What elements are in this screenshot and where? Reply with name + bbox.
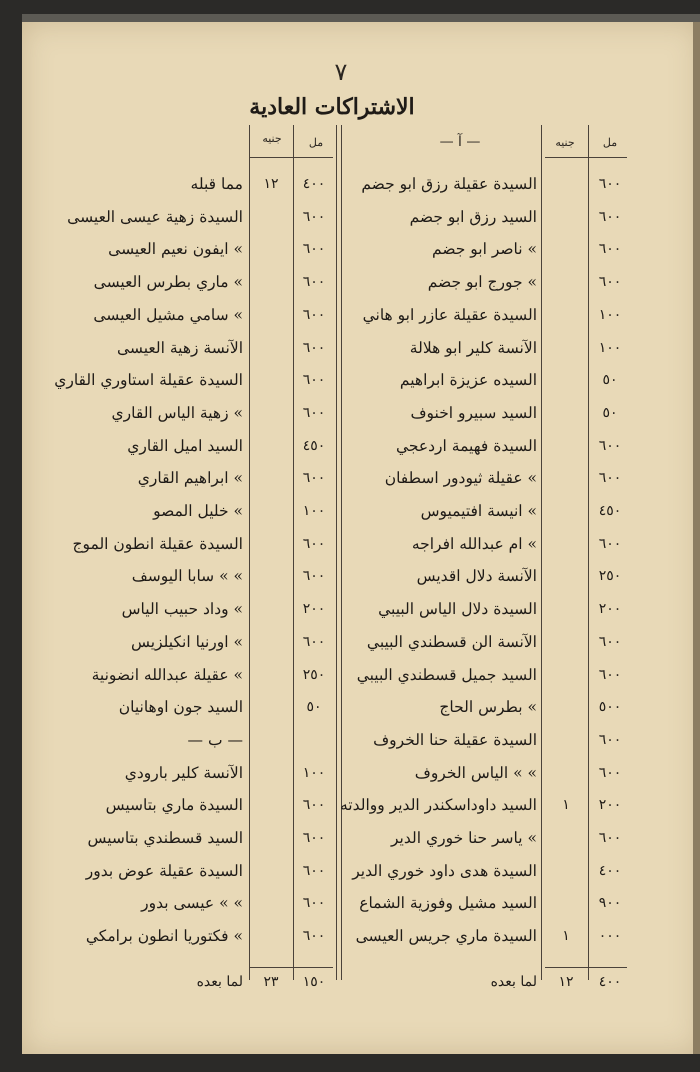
left-entry-mil: ١٠٠ bbox=[302, 764, 326, 781]
left-entry-mil: ٤٠٠ bbox=[302, 176, 326, 192]
left-entry-pound bbox=[251, 236, 291, 262]
left-entry-mil: ٦٠٠ bbox=[302, 470, 326, 487]
left-entry-mil: ٦٠٠ bbox=[302, 404, 326, 421]
right-entry-pound bbox=[546, 433, 586, 459]
left-entry-pound: ١٢ bbox=[263, 176, 279, 192]
left-entry-name: السيدة ماري بتاسيس bbox=[105, 796, 243, 815]
right-entry-mil: ٦٠٠ bbox=[598, 241, 622, 258]
left-entry-mil: ٦٠٠ bbox=[302, 208, 326, 225]
right-entry-pound bbox=[546, 825, 586, 851]
left-entry-pound bbox=[251, 694, 291, 720]
left-pound-mil-divider bbox=[249, 125, 250, 980]
right-entry-mil: ٦٠٠ bbox=[598, 633, 622, 650]
right-entry-pound bbox=[546, 498, 586, 524]
left-entry-name: » عقيلة عبدالله انضونية bbox=[91, 665, 243, 684]
right-entry-pound bbox=[546, 204, 586, 230]
left-entry-pound bbox=[251, 629, 291, 655]
right-entry-name: السيد رزق ابو جضم bbox=[409, 207, 537, 226]
left-entry-name: » اورنيا انكيلزيس bbox=[131, 632, 243, 651]
right-entry-name: » انيسة افتيميوس bbox=[420, 502, 537, 520]
right-entry-pound bbox=[546, 367, 586, 393]
left-entry-mil: ٦٠٠ bbox=[302, 274, 326, 291]
left-entry-mil: ٤٥٠ bbox=[302, 437, 326, 454]
left-entry-mil: ٦٠٠ bbox=[302, 568, 326, 585]
right-entry-name: السيده عزيزة ابراهيم bbox=[399, 371, 537, 390]
right-entry-mil: ٤٥٠ bbox=[598, 503, 622, 519]
right-header-rule bbox=[545, 157, 627, 158]
left-total-rule bbox=[249, 967, 333, 968]
left-entry-name: » وداد حبيب الياس bbox=[121, 600, 243, 619]
right-entry-mil: ٥٠ bbox=[602, 404, 618, 421]
right-entry-mil: ٢٠٠ bbox=[598, 601, 622, 618]
left-entry-mil: ٦٠٠ bbox=[302, 928, 326, 945]
left-entry-pound bbox=[251, 760, 291, 786]
left-entry-name: » » عيسى بدور bbox=[141, 894, 243, 913]
page-title: الاشتراكات العادية bbox=[249, 94, 415, 120]
left-entry-mil: ٦٠٠ bbox=[302, 339, 326, 356]
left-entry-name: الآنسة زهية العيسى bbox=[116, 338, 243, 357]
left-entry-mil: ٦٠٠ bbox=[302, 306, 326, 323]
left-entry-mil: ٢٥٠ bbox=[302, 666, 326, 683]
left-entry-mil: ٥٠ bbox=[306, 699, 322, 716]
left-entry-mil: ٦٠٠ bbox=[302, 862, 326, 879]
right-entry-name: » ام عبدالله افراجه bbox=[411, 534, 537, 553]
right-entry-mil: ٩٠٠ bbox=[598, 895, 622, 912]
right-entry-name: الآنسة الن قسطندي البيبي bbox=[366, 632, 537, 651]
right-footer-mil: ٤٠٠ bbox=[598, 974, 622, 990]
section-heading-alif: — آ — bbox=[439, 134, 481, 150]
left-entry-name: — ب — bbox=[187, 730, 243, 749]
left-entry-name: » سامي مشيل العيسى bbox=[93, 305, 243, 324]
left-entry-pound bbox=[251, 792, 291, 818]
left-entry-name: » » سابا اليوسف bbox=[131, 567, 243, 586]
right-pound-header: جنيه bbox=[555, 136, 575, 149]
right-entry-name: » ياسر حنا خوري الدير bbox=[391, 829, 537, 847]
right-column-border bbox=[541, 125, 542, 980]
right-entry-name: » عقيلة ثيودور اسطفان bbox=[384, 469, 537, 488]
right-entry-name: السيدة ماري جريس العيسى bbox=[355, 927, 537, 946]
left-entry-pound bbox=[251, 727, 291, 753]
left-entry-name: السيد اميل القاري bbox=[127, 436, 243, 455]
right-entry-name: » » الياس الخروف bbox=[414, 763, 537, 782]
right-entry-mil: ١٠٠ bbox=[598, 339, 622, 356]
left-entry-pound bbox=[251, 662, 291, 688]
right-entry-pound bbox=[546, 465, 586, 491]
right-entry-name: الآنسة كلير ابو هلالة bbox=[409, 338, 537, 357]
left-entry-mil: ٦٠٠ bbox=[302, 895, 326, 912]
right-entry-pound bbox=[546, 760, 586, 786]
left-entry-mil: ٦٠٠ bbox=[302, 797, 326, 814]
left-footer-pound: ٢٣ bbox=[263, 974, 279, 990]
right-entry-pound bbox=[546, 302, 586, 328]
left-entry-pound bbox=[251, 923, 291, 949]
right-entry-mil: ٦٠٠ bbox=[598, 274, 622, 291]
right-entry-pound bbox=[546, 236, 586, 262]
right-entry-name: » جورج ابو جضم bbox=[427, 273, 537, 292]
left-entry-mil: ٦٠٠ bbox=[302, 830, 326, 846]
right-entry-pound: ١ bbox=[562, 928, 570, 945]
right-entry-pound bbox=[546, 531, 586, 557]
left-entry-name: » ابراهيم القاري bbox=[137, 469, 243, 488]
left-entry-pound bbox=[251, 498, 291, 524]
left-entry-name: السيدة زهية عيسى العيسى bbox=[67, 207, 243, 226]
left-entry-mil bbox=[293, 727, 335, 753]
right-entry-mil: ٤٠٠ bbox=[598, 862, 622, 879]
right-entry-mil: ٦٠٠ bbox=[598, 830, 622, 846]
right-entry-mil: ١٠٠ bbox=[598, 306, 622, 323]
left-entry-name: » خليل المصو bbox=[153, 502, 243, 520]
right-entry-mil: ٦٠٠ bbox=[598, 666, 622, 683]
right-entry-name: السيد داوداسكندر الدير ووالدته bbox=[340, 796, 537, 815]
right-entry-pound bbox=[546, 629, 586, 655]
left-entry-name: » زهية الياس القاري bbox=[111, 403, 243, 422]
right-footer-pound: ١٢ bbox=[558, 974, 574, 990]
right-total-rule bbox=[545, 967, 627, 968]
right-entry-name: الآنسة دلال اقديس bbox=[416, 567, 537, 586]
right-entry-name: » ناصر ابو جضم bbox=[432, 240, 537, 259]
right-entry-pound bbox=[546, 694, 586, 720]
left-entry-name: السيد جون اوهانيان bbox=[118, 698, 243, 717]
left-header-rule bbox=[249, 157, 333, 158]
left-entry-name: السيد قسطندي بتاسيس bbox=[87, 829, 243, 847]
left-entry-name: السيدة عقيلة انطون الموج bbox=[72, 534, 243, 553]
left-entry-name: السيدة عقيلة عوض بدور bbox=[85, 861, 243, 880]
left-entry-name: الآنسة كلير بارودي bbox=[124, 763, 243, 782]
right-footer-label: لما بعده bbox=[490, 974, 537, 990]
left-footer-label: لما بعده bbox=[196, 974, 243, 990]
left-entry-pound bbox=[251, 367, 291, 393]
right-entry-mil: ٦٠٠ bbox=[598, 437, 622, 454]
right-entry-mil: ٥٠٠ bbox=[598, 699, 622, 716]
right-entry-mil: ٦٠٠ bbox=[598, 208, 622, 225]
left-entry-pound bbox=[251, 825, 291, 851]
left-entry-pound bbox=[251, 563, 291, 589]
left-entry-name: السيدة عقيلة استاوري القاري bbox=[54, 371, 243, 390]
page-number: ٧ bbox=[334, 58, 348, 86]
right-entry-pound bbox=[546, 400, 586, 426]
left-entry-pound bbox=[251, 596, 291, 622]
left-entry-mil: ٦٠٠ bbox=[302, 633, 326, 650]
right-entry-name: السيدة عقيلة عازر ابو هاني bbox=[362, 305, 537, 324]
right-mil-header: مل bbox=[602, 136, 618, 149]
left-pound-header: جنيه bbox=[262, 132, 282, 145]
right-entry-pound bbox=[546, 858, 586, 884]
left-entry-pound bbox=[251, 269, 291, 295]
left-entry-pound bbox=[251, 858, 291, 884]
right-entry-mil: ٦٠٠ bbox=[598, 176, 622, 192]
right-entry-name: » بطرس الحاج bbox=[439, 698, 537, 717]
left-entry-pound bbox=[251, 335, 291, 361]
left-entry-pound bbox=[251, 433, 291, 459]
right-entry-name: السيد مشيل وفوزية الشماع bbox=[359, 894, 537, 913]
right-entry-mil: ٠٠٠ bbox=[598, 928, 622, 945]
right-entry-pound bbox=[546, 335, 586, 361]
left-entry-pound bbox=[251, 204, 291, 230]
left-entry-pound bbox=[251, 302, 291, 328]
right-entry-pound bbox=[546, 727, 586, 753]
right-entry-name: السيدة عقيلة رزق ابو جضم bbox=[361, 175, 537, 193]
right-entry-mil: ٢٥٠ bbox=[598, 568, 622, 585]
right-entry-mil: ٦٠٠ bbox=[598, 535, 622, 552]
right-entry-pound: ١ bbox=[562, 797, 570, 814]
right-entry-mil: ٥٠ bbox=[602, 372, 618, 389]
right-entry-pound bbox=[546, 596, 586, 622]
page-edge bbox=[693, 22, 700, 1054]
right-entry-mil: ٢٠٠ bbox=[598, 797, 622, 814]
left-entry-mil: ٦٠٠ bbox=[302, 241, 326, 258]
right-entry-name: السيد سبيرو اخنوف bbox=[410, 403, 537, 422]
left-footer-mil: ١٥٠ bbox=[302, 974, 326, 990]
left-entry-pound bbox=[251, 400, 291, 426]
right-entry-name: السيد جميل قسطندي البيبي bbox=[356, 665, 537, 684]
right-entry-mil: ٦٠٠ bbox=[598, 731, 622, 748]
right-entry-pound bbox=[546, 269, 586, 295]
left-entry-pound bbox=[251, 531, 291, 557]
left-entry-mil: ١٠٠ bbox=[302, 503, 326, 519]
left-entry-name: » ايفون نعيم العيسى bbox=[108, 240, 243, 259]
left-entry-pound bbox=[251, 890, 291, 916]
right-entry-name: السيدة دلال الياس البيبي bbox=[378, 600, 537, 619]
left-entry-mil: ٦٠٠ bbox=[302, 535, 326, 552]
right-entry-mil: ٦٠٠ bbox=[598, 764, 622, 781]
right-entry-pound bbox=[546, 890, 586, 916]
right-entry-name: السيدة هدى داود خوري الدير bbox=[352, 861, 537, 880]
right-entry-pound bbox=[546, 662, 586, 688]
right-entry-pound bbox=[546, 563, 586, 589]
left-entry-name: » ماري بطرس العيسى bbox=[93, 273, 243, 292]
left-entry-name: » فكتوريا انطون برامكي bbox=[85, 927, 243, 946]
left-entry-name: مما قبله bbox=[190, 175, 243, 193]
right-entry-name: السيدة فهيمة اردعجي bbox=[395, 436, 537, 455]
left-entry-mil: ٦٠٠ bbox=[302, 372, 326, 389]
right-entry-name: السيدة عقيلة حنا الخروف bbox=[373, 730, 537, 749]
right-entry-pound bbox=[546, 171, 586, 197]
right-entry-mil: ٦٠٠ bbox=[598, 470, 622, 487]
left-mil-header: مل bbox=[308, 136, 324, 149]
left-entry-mil: ٢٠٠ bbox=[302, 601, 326, 618]
left-entry-pound bbox=[251, 465, 291, 491]
